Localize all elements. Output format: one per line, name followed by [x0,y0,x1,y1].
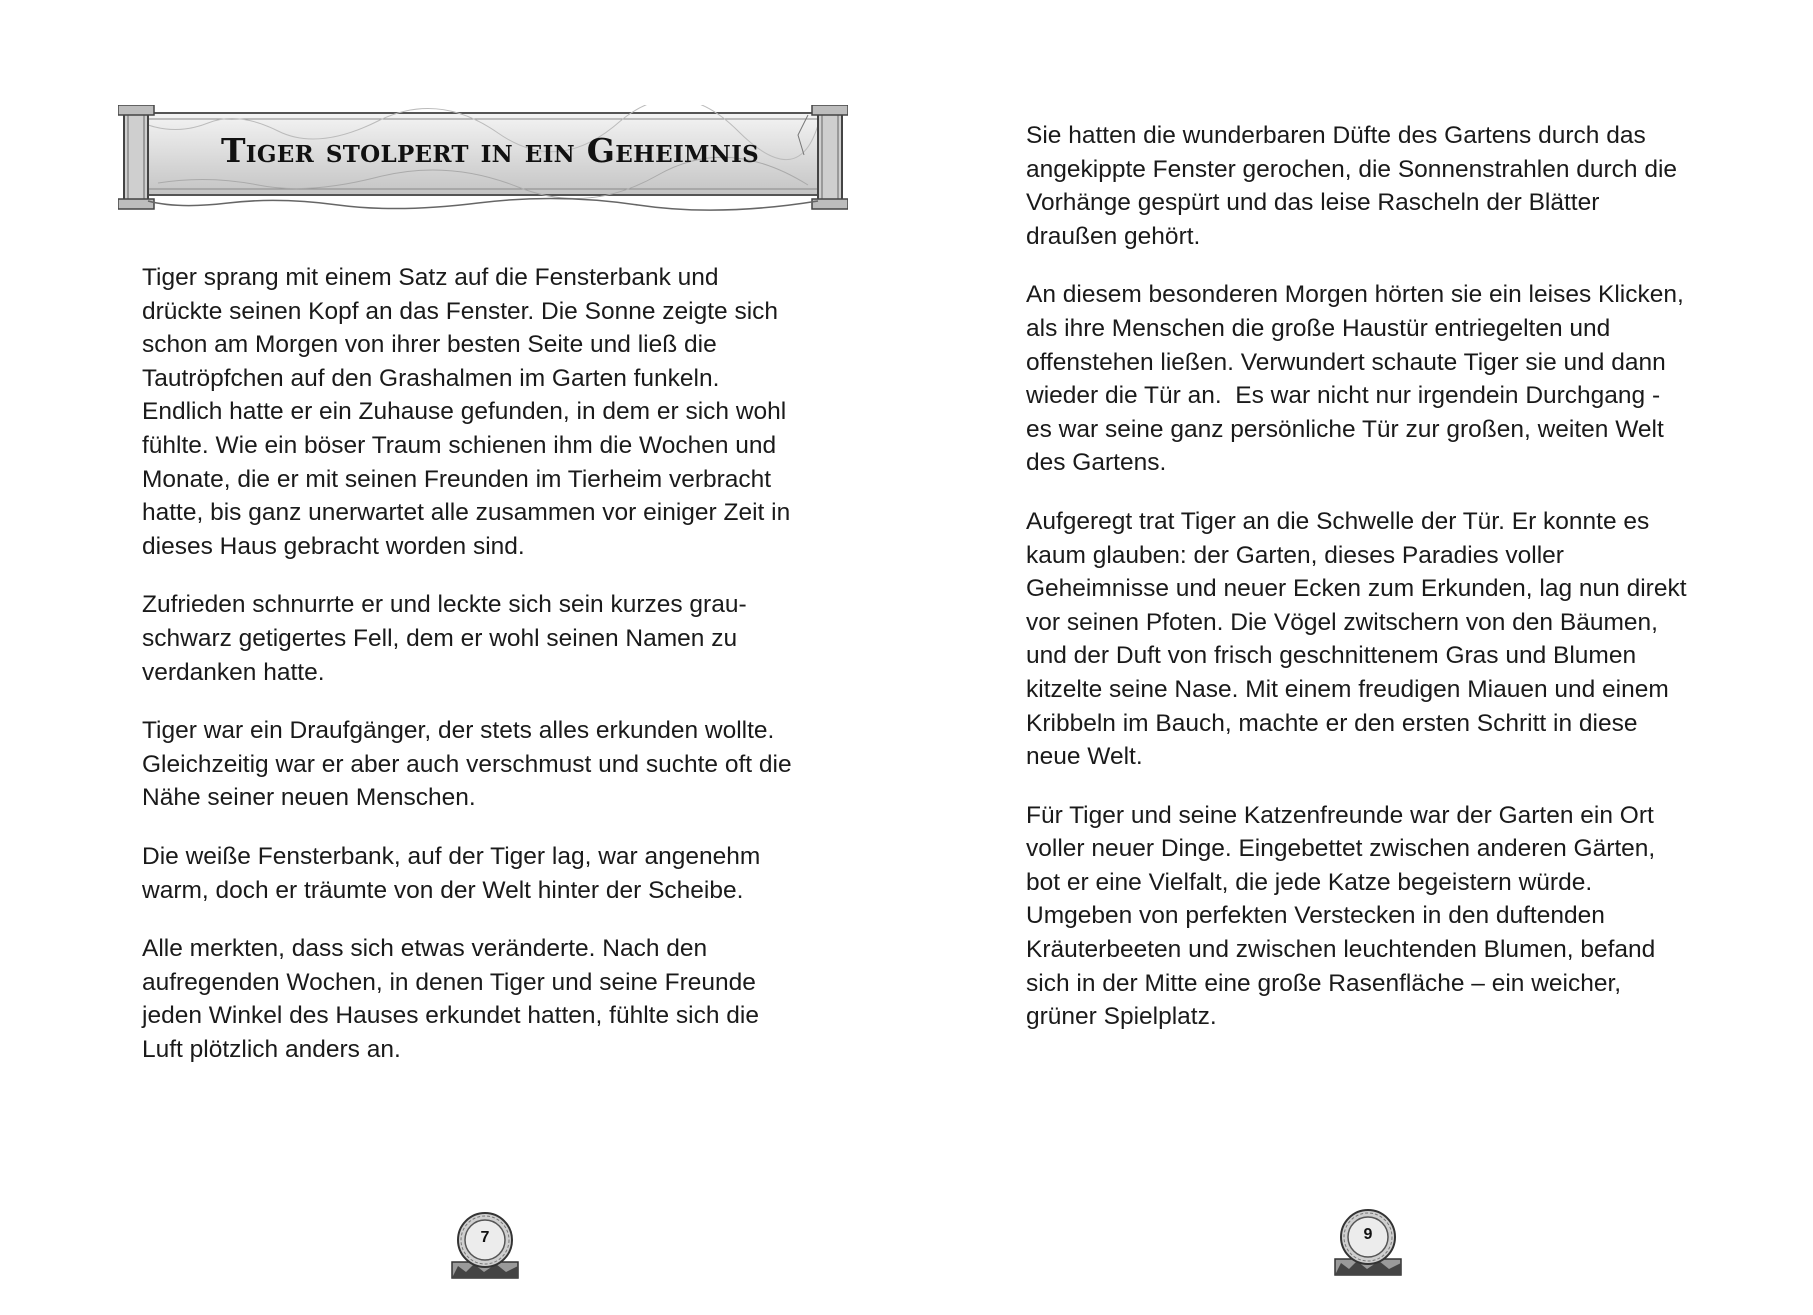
left-page [0,0,906,1315]
paragraph [1026,799,1726,1034]
text-line: neue Welt. [1026,743,1143,771]
text-line: Sie hatten die wunderbaren Düfte des Gartens durch das [1026,122,1646,149]
text-line: wieder die Tür an. Es war nicht nur irgendein Durchgang - [1026,382,1661,410]
page-number-badge [448,1210,522,1280]
text-line: grüner Spielplatz. [1026,1003,1217,1031]
page-number: 9 [1363,1226,1373,1243]
text-line: offenstehen ließen. Verwundert schaute Tiger sie und dann [1026,348,1666,376]
text-line: drückte seinen Kopf an das Fenster. Die Sonne zeigte sich [142,297,779,325]
text-line: und der Duft von frisch geschnittenem Gras und Blumen [1026,642,1637,670]
text-line: hatte, bis ganz unerwartet alle zusammen vor einiger Zeit in [142,499,791,527]
text-line: es war seine ganz persönliche Tür zur großen, weiten Welt [1026,415,1664,443]
text-line: vor seinen Pfoten. Die Vögel zwitschern von den Bäumen, [1026,608,1658,636]
page-number: 7 [480,1229,490,1246]
text-line: schon am Morgen von ihrer besten Seite und ließ die [142,331,717,359]
text-line: angekippte Fenster gerochen, die Sonnenstrahlen durch die [1026,155,1678,183]
paragraph [1026,278,1726,480]
text-line: Endlich hatte er ein Zuhause gefunden, in dem er sich wohl [142,398,787,426]
text-line: Luft plötzlich anders an. [142,1035,401,1063]
right-text-column [1026,119,1726,1059]
text-line: warm, doch er träumte von der Welt hinter der Scheibe. [142,876,744,904]
text-line: kitzelte seine Nase. Mit einem freudigen Miauen und einem [1026,675,1669,703]
text-line: Nähe seiner neuen Menschen. [142,784,476,812]
text-line: Kräuterbeeten und zwischen leuchtenden Blumen, befand [1026,936,1656,964]
text-line: als ihre Menschen die große Haustür entriegelten und [1026,314,1611,342]
text-line: Tautröpfchen auf den Grashalmen im Garten funkeln. [142,364,720,392]
text-line: Für Tiger und seine Katzenfreunde war der Garten ein Ort [1026,801,1654,829]
paragraph [142,588,832,689]
text-line: Gleichzeitig war er aber auch verschmust und suchte oft die [142,750,792,778]
text-line: Zufrieden schnurrte er und leckte sich sein kurzes grau- [142,591,747,619]
text-line: verdanken hatte. [142,658,325,686]
text-line: kaum glauben: der Garten, dieses Paradies voller [1026,541,1564,569]
text-line: Kribbeln im Bauch, machte er den ersten Schritt in diese [1026,709,1638,737]
text-line: Umgeben von perfekten Verstecken in den duftenden [1026,902,1605,930]
text-line: Die weiße Fensterbank, auf der Tiger lag, war angenehm [142,842,761,870]
text-line: jeden Winkel des Hauses erkundet hatten, fühlte sich die [142,1002,759,1030]
paragraph [142,261,832,563]
text-line: draußen gehört. [1026,222,1201,250]
chapter-title: Tiger stolpert in ein Geheimnis [220,131,760,170]
text-line: bot er eine Vielfalt, die jede Katze begeistern würde. [1026,868,1593,896]
text-line: Vorhänge gespürt und das leise Rascheln der Blätter [1026,189,1600,217]
page-number-badge [1331,1207,1405,1277]
text-line: fühlte. Wie ein böser Traum schienen ihm die Wochen und [142,431,777,459]
paragraph [142,714,832,815]
paragraph [1026,505,1726,774]
text-line: Alle merkten, dass sich etwas veränderte. Nach den [142,935,708,963]
text-line: sich in der Mitte eine große Rasenfläche – ein weicher, [1026,969,1622,997]
text-line: Aufgeregt trat Tiger an die Schwelle der Tür. Er konnte es [1026,507,1650,535]
paragraph [1026,119,1726,253]
text-line: voller neuer Dinge. Eingebettet zwischen anderen Gärten, [1026,835,1656,863]
chapter-banner [118,105,848,211]
left-text-column [142,261,832,1091]
text-line: des Gartens. [1026,449,1167,477]
text-line: An diesem besonderen Morgen hörten sie ein leises Klicken, [1026,281,1684,309]
text-line: schwarz getigertes Fell, dem er wohl seinen Namen zu [142,624,738,652]
paragraph [142,932,832,1066]
text-line: aufregenden Wochen, in denen Tiger und seine Freunde [142,968,756,996]
text-line: dieses Haus gebracht worden sind. [142,532,525,560]
text-line: Geheimnisse und neuer Ecken zum Erkunden, lag nun direkt [1026,575,1687,603]
right-page [906,0,1813,1315]
text-line: Tiger sprang mit einem Satz auf die Fensterbank und [142,264,719,291]
text-line: Tiger war ein Draufgänger, der stets alles erkunden wollte. [142,717,775,745]
paragraph [142,840,832,907]
text-line: Monate, die er mit seinen Freunden im Tierheim verbracht [142,465,772,493]
